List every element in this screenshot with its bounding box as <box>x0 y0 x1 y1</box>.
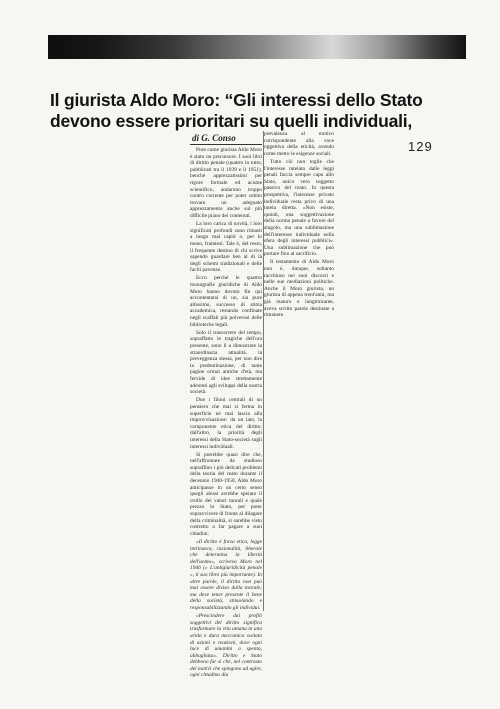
column-divider <box>263 131 264 611</box>
paragraph: Pure come giurista Aldo Moro è stato un precursore. I suoi libri di diritto penale (quattro in tutto, pubblicati tra il 1939 e il 1951), benché apprezzatissimi per rigore formale ed acume scientifico, andarono troppo contro corrente per poter subito trovare un adeguato apprezzamento anche sul più difficile piano dei contenuti. <box>190 147 262 219</box>
byline: di G. Conso <box>192 133 236 143</box>
article-column-right <box>264 131 334 320</box>
paragraph: prevalenza al motivo corrispondente alla voce oggettiva della eticità, avendo come metro le esigenze sociali. <box>264 131 334 157</box>
masthead-banner <box>48 35 466 59</box>
article-column-left <box>190 147 262 681</box>
paragraph-quote: «Prescindere dai profili soggettivi del diritto significa trasformare la vita umana in una arida e dura meccanica svelata di azioni e reazioni, dove ogni luce di umanità a spenta, abbagliata». Diritto e Stato debbono far sì che, nel contrasto dei motivi che spingono ad agire, ogni cittadino dia <box>190 613 262 679</box>
paragraph: Tutto ciò non toglie che l'interesse tutelato dalle leggi penali faccia sempre capo allo Stato, unico vero soggetto passivo del reato. In questa prospettiva, l'interesse privato individuale resta privo di una tutela diretta. «Non esiste, quindi, una soggettivazione della norma penale a favore del singolo, ma una sublimazione dell'interesse individuale nella sfera degli interessi pubblici». Una sublimazione che può portare fino al sacrificio. <box>264 158 334 258</box>
paragraph: La loro carica di novità, i loro significati profondi sono rimasti a lungo mal capiti o, per lo meno, fraintesi. Tale è, del resto, il frequente destino di chi scrive sapendo guardare ben al di là degli schemi tradizionali e delle facili pavenze. <box>190 221 262 274</box>
paragraph: Il testamento di Aldo Moro non è, dunque, soltanto racchiuso nei suoi discorsi e nelle sue mediazioni politiche. Anche il Moro giurista, un giurista di appena trent'anni, ma già maturo e lungimirante, aveva scritto parole destinate a rimanere. <box>264 259 334 319</box>
headline-line-1: Il giurista Aldo Moro: “Gli interessi dello Stato <box>50 90 423 110</box>
headline-line-2: devono essere prioritari su quelli individuali, <box>50 111 413 131</box>
page-number: 129 <box>408 139 433 154</box>
paragraph: Due i filoni centrali di un pensiero che mai si ferma in superficie né mai lascia alla improvvisazione: da un lato, la componente etica del diritto; dall'altro, la priorità degli interessi della Stato-società sugli interessi individuali. <box>190 397 262 450</box>
paragraph: Si potrebbe quasi dire che, nell'affrontare da studioso sopraffino i più delicati problemi della teoria del reato durante il decennio 1940-1950, Aldo Moro anticipasse in un certo senso quegli abissi avrebbe sperato il crollo dei valori morali e quale prezzo lo Stato, per poter sopravvivere di fronte al dilagare della criminalità, si sarebbe visto costretto a far pagare a suoi cittadini. <box>190 451 262 537</box>
article-headline <box>50 90 462 132</box>
byline-rule <box>190 144 262 145</box>
paragraph-quote: «Il diritto è forza etica, legge intrinseca, razionalità, liberale che determina la libertà dell'uomo», scriveva Moro nel 1946 (« L'antigiuridicità penale », il suo libro più importante). In altre parole, il diritto non può mai essere diviso dalla morale; ma deve tener presente il bene della società, stimolando e responsabilizzando gli individui. <box>190 539 262 611</box>
paragraph: Ecco perché le quattro monografie giuridiche di Aldo Moro hanno dovuto fin qui accontentarsi di un, sia pure altissimo, successo di stima accademica, restando confinate negli scaffali più polverosi delle biblioteche legali. <box>190 275 262 328</box>
paragraph: Solo il trascorrere del tempo, sopraffatto le tragiche dell'ora presente, sono lì a dimostrare la straordinaria attualità, la preveggenza stessa, per non dire la predestinazione, di tante pagine ormai antiche d'età, ma fervide di idee strettamente aderenti agli sviluppi della nostra società. <box>190 329 262 396</box>
